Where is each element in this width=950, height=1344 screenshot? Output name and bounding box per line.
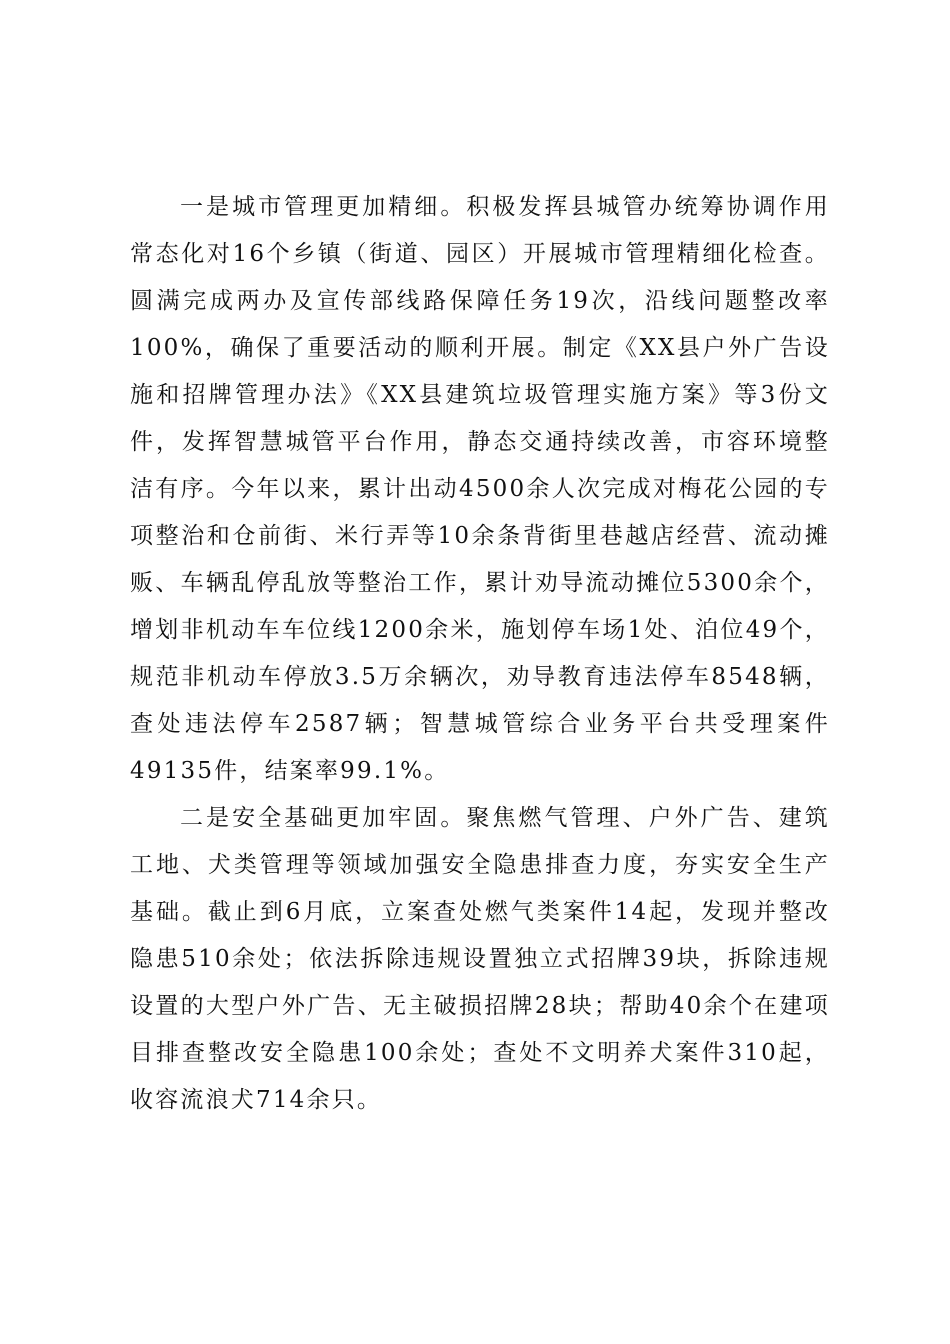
paragraph-city-management: 一是城市管理更加精细。积极发挥县城管办统筹协调作用常态化对16个乡镇（街道、园区）开展城市管理精细化检查。圆满完成两办及宣传部线路保障任务19次，沿线问题整改率100%，确保了重要活动的顺利开展。制定《XX县户外广告设施和招牌管理办法》《XX县建筑垃圾管理实施方案》等3份文件，发挥智慧城管平台作用，静态交通持续改善，市容环境整洁有序。今年以来，累计出动4500余人次完成对梅花公园的专项整治和仓前街、米行弄等10余条背街里巷越店经营、流动摊贩、车辆乱停乱放等整治工作，累计劝导流动摊位5300余个，增划非机动车车位线1200余米，施划停车场1处、泊位49个，规范非机动车停放3.5万余辆次，劝导教育违法停车8548辆，查处违法停车2587辆；智慧城管综合业务平台共受理案件49135件，结案率99.1%。 — [130, 194, 830, 784]
document-body — [130, 184, 830, 1124]
paragraph-safety-foundation: 二是安全基础更加牢固。聚焦燃气管理、户外广告、建筑工地、犬类管理等领域加强安全隐患排查力度，夯实安全生产基础。截止到6月底，立案查处燃气类案件14起，发现并整改隐患510余处；依法拆除违规设置独立式招牌39块，拆除违规设置的大型户外广告、无主破损招牌28块；帮助40余个在建项目排查整改安全隐患100余处；查处不文明养犬案件310起，收容流浪犬714余只。 — [130, 805, 830, 1113]
